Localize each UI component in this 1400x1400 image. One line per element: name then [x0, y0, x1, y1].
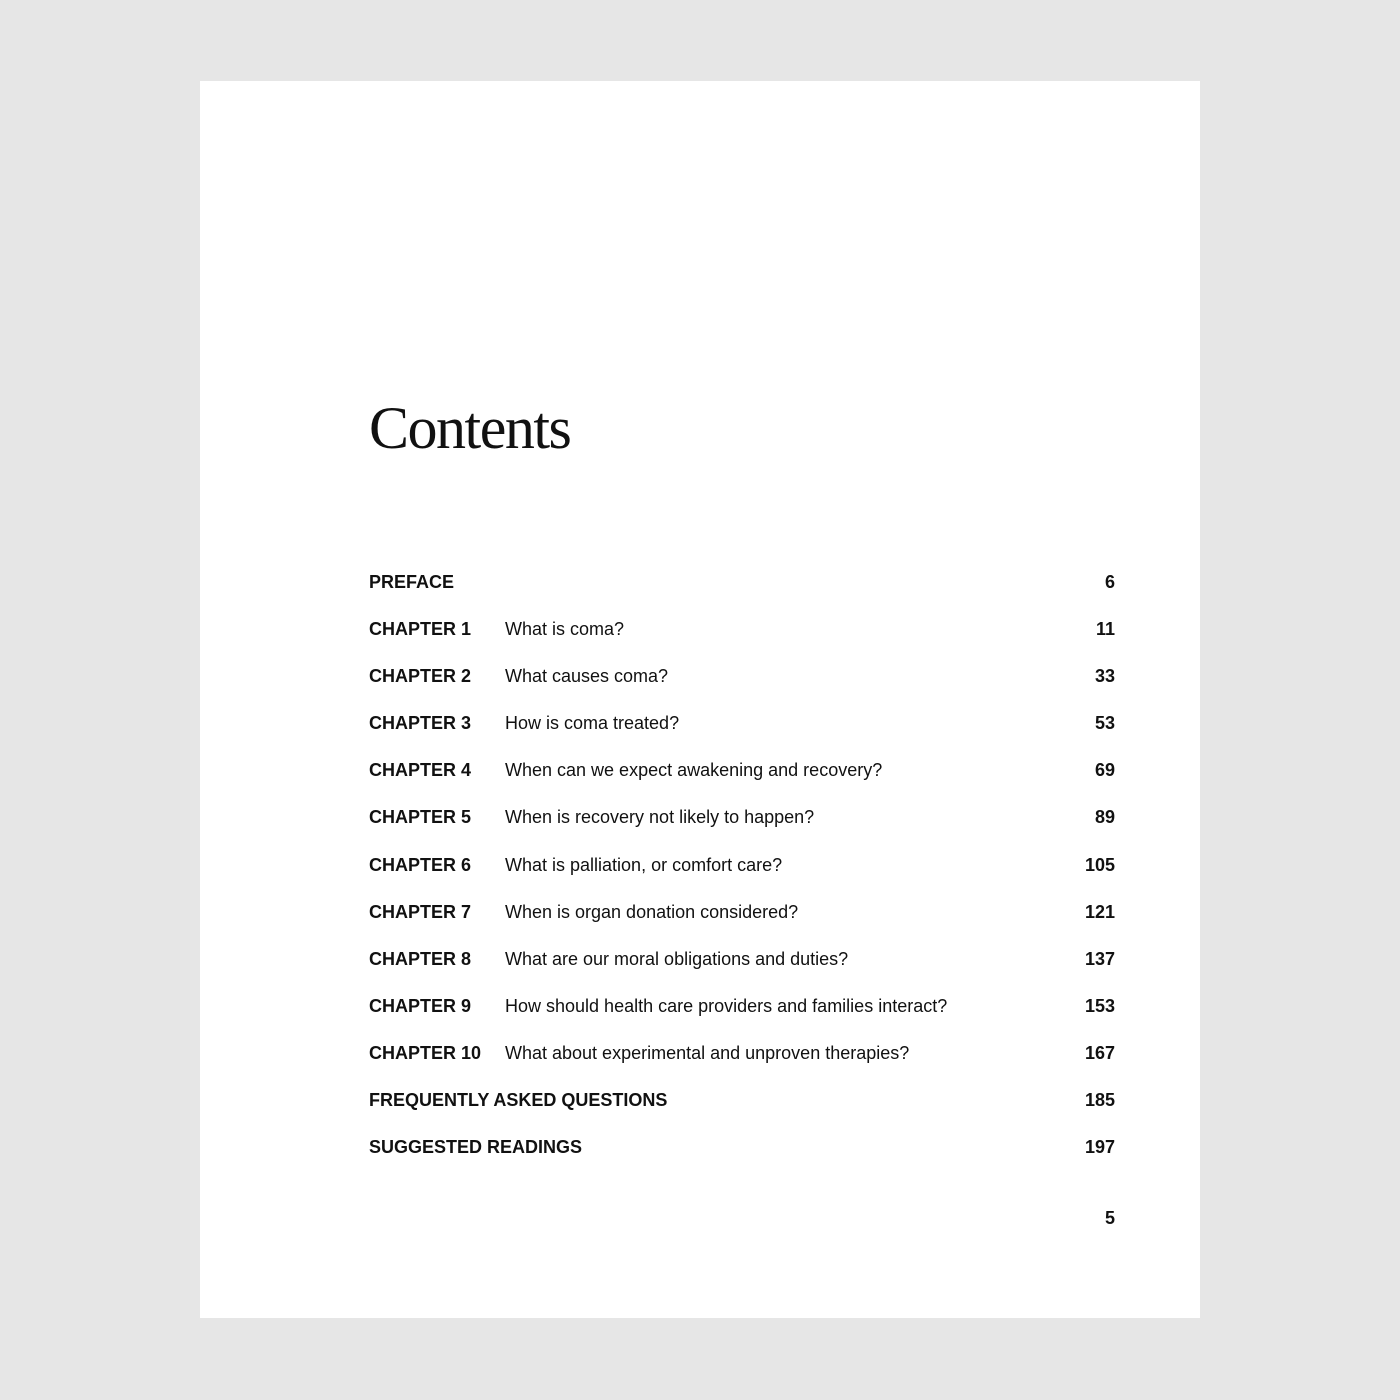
table-of-contents [369, 569, 1115, 1181]
toc-row-chapter-2 [369, 663, 1115, 710]
toc-description: How is coma treated? [505, 713, 680, 734]
toc-label: CHAPTER 4 [369, 760, 472, 781]
toc-row-chapter-4 [369, 757, 1115, 804]
toc-label: CHAPTER 7 [369, 901, 472, 922]
toc-label: CHAPTER 2 [369, 666, 472, 687]
toc-label: CHAPTER 5 [369, 807, 472, 828]
toc-row-chapter-9 [369, 993, 1115, 1040]
toc-label: CHAPTER 9 [369, 995, 472, 1016]
toc-page-number: 33 [1094, 666, 1115, 687]
toc-description: How should health care providers and families interact? [505, 995, 948, 1016]
toc-description: What causes coma? [505, 666, 669, 687]
toc-page-number: 137 [1084, 948, 1115, 969]
toc-row-suggested-readings [369, 1134, 1115, 1181]
toc-page-number: 153 [1084, 995, 1115, 1016]
toc-label: CHAPTER 8 [369, 948, 472, 969]
toc-row-chapter-7 [369, 899, 1115, 946]
toc-page-number: 197 [1084, 1137, 1115, 1158]
toc-label: CHAPTER 1 [369, 619, 472, 640]
toc-row-chapter-6 [369, 852, 1115, 899]
toc-description: When can we expect awakening and recovery? [505, 760, 883, 781]
toc-page-number: 53 [1094, 713, 1115, 734]
toc-page-number: 185 [1084, 1090, 1115, 1111]
toc-label: SUGGESTED READINGS [369, 1137, 583, 1158]
toc-description: When is organ donation considered? [505, 901, 799, 922]
page-title: Contents [369, 395, 571, 461]
toc-page-number: 105 [1084, 854, 1115, 875]
toc-label: CHAPTER 6 [369, 854, 472, 875]
toc-description: When is recovery not likely to happen? [505, 807, 815, 828]
toc-description: What are our moral obligations and duties? [505, 948, 849, 969]
toc-row-faq [369, 1087, 1115, 1134]
page-number: 5 [1104, 1208, 1115, 1228]
toc-label: PREFACE [369, 572, 455, 592]
document-page [200, 81, 1200, 1318]
toc-row-chapter-10 [369, 1040, 1115, 1087]
toc-row-chapter-5 [369, 804, 1115, 851]
toc-label: CHAPTER 3 [369, 713, 472, 734]
toc-description: What is palliation, or comfort care? [505, 854, 783, 875]
toc-label: CHAPTER 10 [369, 1042, 482, 1063]
toc-page-number: 6 [1104, 572, 1115, 592]
toc-page-number: 89 [1094, 807, 1115, 828]
toc-row-chapter-3 [369, 710, 1115, 757]
toc-description: What about experimental and unproven therapies? [505, 1042, 910, 1063]
toc-description: What is coma? [505, 619, 625, 640]
toc-page-number: 121 [1084, 901, 1115, 922]
toc-row-chapter-8 [369, 946, 1115, 993]
toc-row-chapter-1 [369, 616, 1115, 663]
toc-row-preface [369, 569, 1115, 616]
toc-label: FREQUENTLY ASKED QUESTIONS [369, 1090, 668, 1111]
toc-page-number: 11 [1095, 619, 1115, 640]
toc-page-number: 69 [1094, 760, 1115, 781]
toc-page-number: 167 [1084, 1042, 1115, 1063]
